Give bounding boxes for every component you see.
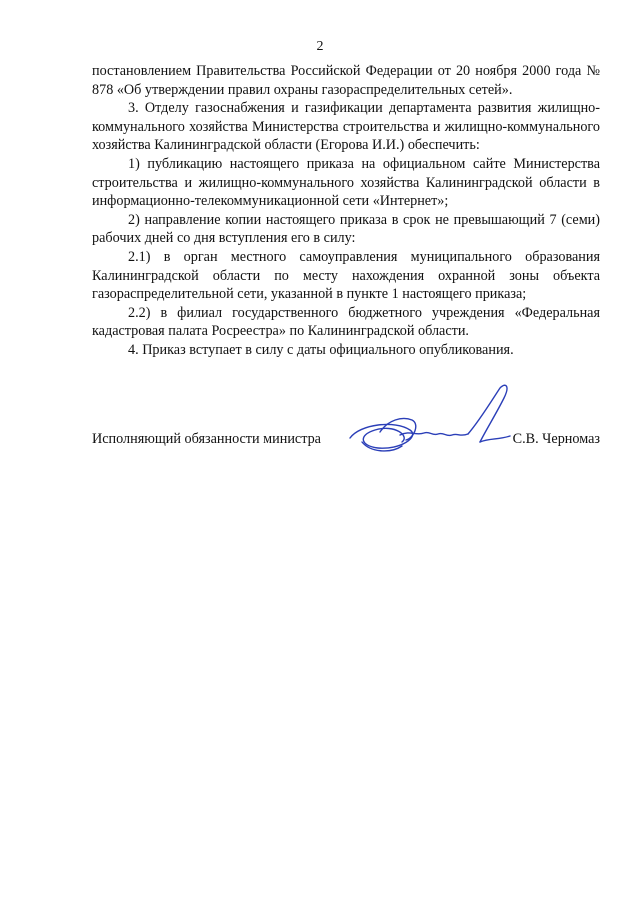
handwritten-signature: [340, 380, 520, 460]
signatory-title: Исполняющий обязанности министра: [92, 431, 321, 447]
document-body: [92, 62, 600, 360]
paragraph-continuation: постановлением Правительства Российской Федерации от 20 ноября 2000 года № 878 «Об утверждении правил охраны газораспределительных сетей».: [92, 63, 600, 98]
page-number: 2: [316, 39, 324, 54]
paragraph-subitem-2-2: 2.2) в филиал государственного бюджетного учреждения «Федеральная кадастровая палата Росреестра» по Калининградской области.: [92, 304, 600, 340]
paragraph-item-4: 4. Приказ вступает в силу с даты официального опубликования.: [128, 341, 514, 358]
paragraph-item-3: 3. Отделу газоснабжения и газификации департамента развития жилищно-коммунального хозяйства Министерства строительства и жилищно-коммунального хозяйства Калининградской области (Егорова И.И.) обеспечить:: [92, 100, 600, 154]
paragraph-subitem-1: 1) публикацию настоящего приказа на официальном сайте Министерства строительства и жилищно-коммунального хозяйства Калининградской области в информационно-телекоммуникационной сети «Интернет»;: [92, 155, 600, 210]
signatory-name: С.В. Черномаз: [512, 431, 600, 447]
paragraph-subitem-2: 2) направление копии настоящего приказа в срок не превышающий 7 (семи) рабочих дней со дня вступления его в силу:: [92, 211, 600, 247]
paragraph-subitem-2-1: 2.1) в орган местного самоуправления муниципального образования Калининградской области по месту нахождения охранной зоны объекта газораспределительной сети, указанной в пункте 1 настоящего приказа;: [92, 248, 600, 303]
